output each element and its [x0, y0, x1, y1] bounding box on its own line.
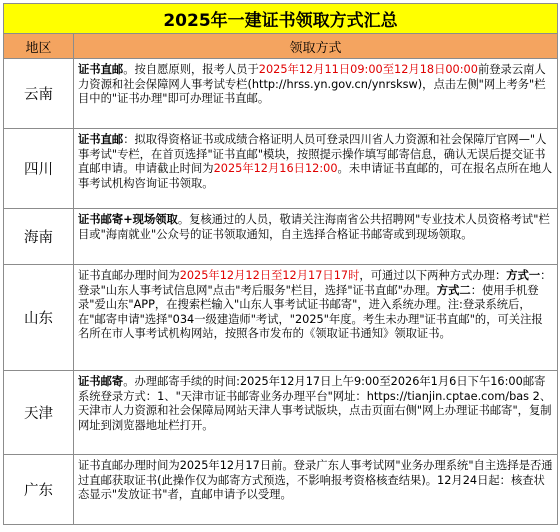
emphasis-text: 证书邮寄: [78, 375, 124, 388]
body-text: 前登录云南人力资源和社会保障网人事考试专栏(http://hrss.yn.gov.cn/ynrsksw)，点击左侧"网上考务"栏目中的"证书办理"即可办理证书直邮。: [78, 63, 546, 106]
table-title: 2025年一建证书领取方式汇总: [4, 4, 558, 34]
table-row: [4, 455, 558, 525]
region-cell: 天津: [4, 371, 74, 455]
body-text: 。办理邮寄手续的时间:: [123, 375, 240, 388]
body-text: ：登录"山东人事考试信息网"点击"考后服务"栏目，选择"证书直邮"办理。: [78, 269, 552, 297]
highlight-text: 2025年12月16日12:00: [213, 162, 338, 176]
body-text: ，可通过以下两种方式办理：: [359, 269, 507, 282]
body-text: 。复核通过的人员，敬请关注海南省公共招聘网"专业技术人员资格考试"栏目或"海南就业"公众号的证书领取通知，自主选择合格证书邮寄或到现场领取。: [78, 213, 550, 241]
emphasis-text: 方式一: [506, 269, 541, 282]
emphasis-text: 证书直邮: [78, 133, 124, 146]
region-cell: 四川: [4, 129, 74, 209]
emphasis-text: 证书邮寄+现场领取: [78, 213, 178, 226]
column-header-method: 领取方式: [74, 34, 558, 59]
emphasis-text: 证书直邮: [78, 63, 124, 76]
body-text: 。按自愿原则，报考人员于: [123, 63, 259, 76]
region-cell: 广东: [4, 455, 74, 525]
method-cell: [74, 455, 558, 525]
certificate-summary-table: [3, 3, 558, 525]
highlight-text: 2025年12月12日至12月17日17时: [179, 269, 360, 282]
region-cell: 云南: [4, 59, 74, 129]
table-row: [4, 371, 558, 455]
highlight-text: 2025年12月11日09:00至12月18日00:00: [258, 63, 478, 76]
table-row: [4, 209, 558, 265]
highlight-text: 2025年12月17日前: [179, 459, 283, 472]
region-cell: 海南: [4, 209, 74, 265]
method-cell: [74, 129, 558, 209]
highlight-text: 2025年12月17日上午9:00至2026年1月6日下午16:00: [239, 375, 523, 388]
method-cell: [74, 209, 558, 265]
method-cell: [74, 265, 558, 371]
table-row: [4, 59, 558, 129]
region-cell: 山东: [4, 265, 74, 371]
table-row: [4, 265, 558, 371]
body-text: ：拟取得资格证书或成绩合格证明人员可登录四川省人力资源和社会保障厅官网—"人事考试"专栏，在首页选择"证书直邮"模块，按照提示操作填写邮寄信息，确认无误后提交证书直邮申请。申请截止时间为: [78, 133, 547, 176]
body-text: 。未申请证书直邮的，可在报名点所在地人事考试机构咨询证书领取。: [78, 162, 553, 190]
table-row: [4, 129, 558, 209]
emphasis-text: 方式二: [436, 283, 471, 297]
column-header-region: 地区: [4, 34, 74, 59]
body-text: ：使用手机登录"爱山东"APP，在搜索栏输入"山东人事考试证书邮寄"，进入系统办理。注:登录系统后，在"邮寄申请"选择"034一级建造师"考试，"2025"年度。考生未办理"证书直邮"的，可关注报名所在市人事考试机构网站，按照各市发布的《领取证书通知》领取证书。: [78, 283, 543, 341]
body-text: 证书直邮办理时间为: [78, 459, 180, 472]
body-text: 邮寄系统登录方式：1、"天津市证书邮寄业务办理平台"网址：https://tianjin.cptae.com/bas 2、天津市人力资源和社会保障局网站天津人事考试版块，点击页面右侧"网上办理证书邮寄"，复制网址到浏览器地址栏打开。: [78, 375, 552, 432]
method-cell: [74, 59, 558, 129]
method-cell: [74, 371, 558, 455]
body-text: 。登录广东人事考试网"业务办理系统"自主选择是否通过直邮获取证书(此操作仅为邮寄方式预选，不影响报考资格核查结果)。12月24日起：核查状态显示"发放证书"者，直邮申请予以受理。: [78, 459, 553, 502]
body-text: 证书直邮办理时间为: [78, 269, 180, 282]
